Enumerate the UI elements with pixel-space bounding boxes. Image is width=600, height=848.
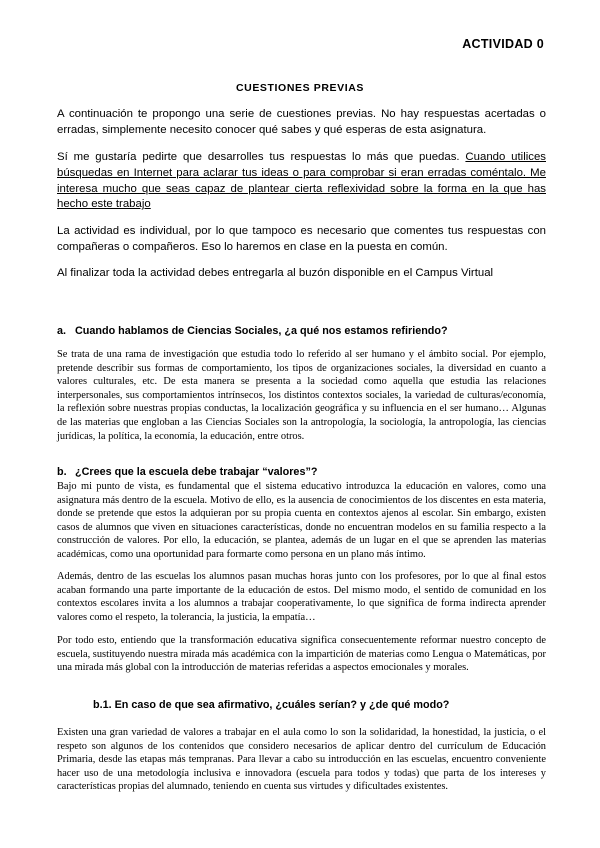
question-a-text: Cuando hablamos de Ciencias Sociales, ¿a qué nos estamos refiriendo?: [75, 325, 448, 337]
intro-paragraph-1: A continuación te propongo una serie de cuestiones previas. No hay respuestas acertadas o erradas, simplemente necesito conocer qué sabes y qué esperas de esta asignatura.: [57, 108, 546, 136]
question-a-label: a.: [57, 325, 67, 337]
question-b-label: b.: [57, 466, 67, 478]
intro-paragraph-2-text: Sí me gustaría pedirte que desarrolles tus respuestas lo más que puedas.: [57, 151, 466, 163]
page-title: CUESTIONES PREVIAS: [235, 82, 365, 94]
activity-label: ACTIVIDAD 0: [462, 37, 544, 51]
question-b-answer-3: Por todo esto, entiendo que la transformación educativa significa consecuentemente reformar nuestro concepto de escuela, sustituyendo nuestra mirada más académica con la impartición de materias como Lengua o Matemáticas, por una mirada más global con la introducción de materias referidas a aspectos emocionales y morales.: [57, 635, 546, 674]
question-a-answer: Se trata de una rama de investigación que estudia todo lo referido al ser humano y el ámbito social. Por ejemplo, pretende describir sus formas de comportamiento, los tipos de organizaciones sociales, la diversidad en cuanto a valores culturales, etc. De esta manera se presenta a la sociedad como aquella que estudia las relaciones interpersonales, sus comportamientos intrínsecos, los distintos contextos sociales, la variedad de culturas/economía, la reflexión sobre nuestras propias conductas, la localización geográfica y su influencia en el ser humano… Algunas de las materias que engloban a las Ciencias Sociales son la antropología, la sociología, la antropología, las ciencias jurídicas, la política, la economía, la educación, entre otros.: [57, 349, 546, 442]
question-b-answer-2: Además, dentro de las escuelas los alumnos pasan muchas horas junto con los profesores, por lo que al final estos acaban formando una parte importante de la educación de estos. Del mismo modo, el sentido de comunidad en los contextos escolares invita a los alumnos a trabajar cooperativamente, lo que significa de forma indirecta aprender valores como el respeto, la tolerancia, la justicia, la empatía…: [57, 571, 546, 623]
question-b1-answer: Existen una gran variedad de valores a trabajar en el aula como lo son la solidaridad, la honestidad, la justicia, o el respeto son algunos de los contenidos que considero necesarios de aplicar dentro del currículum de Educación Primaria, desde las etapas más tempranas. Para llevar a cabo su introducción en las escuelas, encuentro conveniente hacer uso de una metodología inclusiva e innovadora (escuela para todos y todas) que parta de los intereses y características propias del alumnado, teniendo en cuenta sus virtudes y dificultades existentes.: [57, 727, 546, 793]
intro-paragraph-3: La actividad es individual, por lo que tampoco es necesario que comentes tus respuestas con compañeras o compañeros. Eso lo haremos en clase en la puesta en común.: [57, 225, 546, 253]
intro-paragraph-4: Al finalizar toda la actividad debes entregarla al buzón disponible en el Campus Virtual: [57, 267, 494, 279]
question-b-answer-1: Bajo mi punto de vista, es fundamental que el sistema educativo introduzca la educación en valores, como una asignatura más dentro de la escuela. Motivo de ello, es la ausencia de conocimientos de los discentes en esta materia, donde se pretende que estos la adquieran por su propia cuenta en contextos ajenos al escolar. Sin embargo, existen casos de alumnos que viven en situaciones características, donde no encuentran modelos en su familia respecto a la construcción de valores. Por ello, la educación, se plantea, además de un lugar en el que se aprenden las materias académicas, como una oportunidad para formarte como persona en un plano más íntimo.: [57, 481, 546, 560]
intro-paragraph-2: [57, 150, 546, 213]
question-b-text: ¿Crees que la escuela debe trabajar “valores”?: [75, 466, 318, 478]
question-b-heading: [57, 466, 317, 478]
question-a-heading: [57, 325, 448, 337]
question-b1-heading: b.1. En caso de que sea afirmativo, ¿cuáles serían? y ¿de qué modo?: [93, 699, 450, 711]
intro-paragraph-2-underlined: Cuando utilices búsquedas en Internet para aclarar tus ideas o para comprobar si eran erradas coméntalo. Me interesa mucho que seas capaz de plantear cierta reflexividad sobre la forma en la que has hecho este trabajo: [57, 151, 546, 211]
